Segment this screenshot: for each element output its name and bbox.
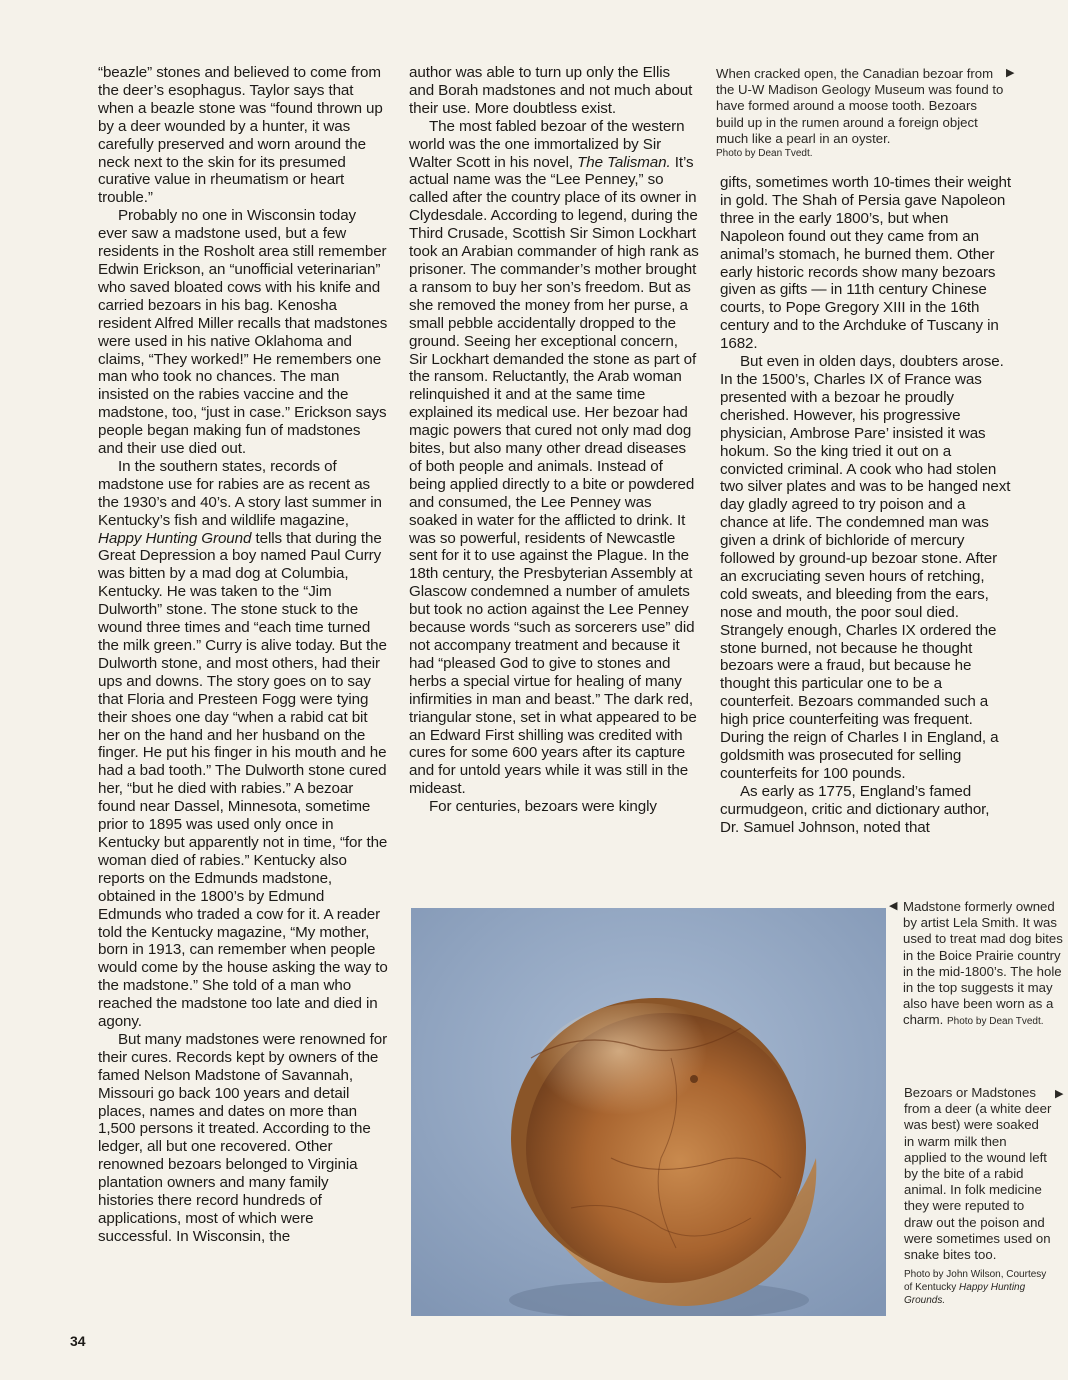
arrow-right-icon: ▶ (1055, 1088, 1064, 1100)
article-column-3 (720, 174, 1012, 837)
caption-text: When cracked open, the Canadian bezoar from the U-W Madison Geology Museum was found to have formed around a moose tooth. Bezoars build up in the rumen around a foreign object much like a pearl in an oyster. (716, 66, 1004, 146)
caption-madstone (903, 899, 1065, 1029)
paragraph: “beazle” stones and believed to come from the deer’s esophagus. Taylor says that when a beazle stone was “found thrown up by a deer wounded by a hunter, it was carefully preserved and worn around the neck next to the skin for its presumed curative value in rheumatism or heart trouble.” (98, 64, 383, 207)
paragraph: For centuries, bezoars were kingly (429, 798, 657, 816)
article-column-1 (98, 64, 388, 1246)
credit-text: Photo by John Wilson, Courtesy of Kentucky (904, 1269, 1047, 1294)
caption-text (903, 899, 1065, 1029)
photo-credit: Photo by Dean Tvedt. (946, 1016, 1044, 1028)
photo-credit (904, 1268, 1052, 1307)
paragraph: But even in olden days, doubters arose. In the 1500’s, Charles IX of France was presented with a bezoar he proudly cherished. However, his progressive physician, Ambrose Pare’ insisted it was hokum. So the king tried it out on a convicted criminal. A cook who had stolen two silver plates and was to be hanged next day gladly agreed to try poison and a chance at life. The condemned man was given a drink of bichloride of mercury followed by ground-up bezoar stone. After an excruciating seven hours of retching, cold sweats, and bleeding from the ears, nose and mouth, the poor soul died. Strangely enough, Charles IX ordered the stone burned, not because he thought bezoars were a fraud, but because he thought this particular one to be a counterfeit. Bezoars commanded such a high price counterfeiting was frequent. During the reign of Charles I in England, a goldsmith was prosecuted for selling counterfeits for 100 pounds. (720, 353, 1011, 782)
photo-credit: Photo by Dean Tvedt. (716, 148, 813, 160)
arrow-right-icon: ▶ (1006, 67, 1015, 79)
credit-magazine: Happy Hunting Grounds. (904, 1282, 1026, 1307)
paragraph: But many madstones were renowned for their cures. Records kept by owners of the famed Nelson Madstone of Savannah, Missouri go back 100 years and detail places, names and dates on more than 1,500 persons it treated. According to the ledger, all but one recovered. Other renowned bezoars belonged to Virginia plantation owners and many family histories there record hundreds of applications, most of which were successful. In Wisconsin, the (98, 1030, 388, 1245)
novel-title: The Talisman. (577, 153, 671, 171)
paragraph-text: In the southern states, records of madstone use for rabies are as recent as the 1930’s and 40’s. A story last summer in Kentucky’s fish and wildlife magazine, (98, 457, 382, 529)
paragraph: gifts, sometimes worth 10-times their weight in gold. The Shah of Persia gave Napoleon three in the early 1800’s, but when Napoleon found out they came from an animal’s stomach, he burned them. Other early historic records show many bezoars given as gifts — in 11th century Chinese courts, to Pope Gregory XIII in the 16th century and to the Archduke of Tuscany in 1682. (720, 174, 1012, 353)
paragraph (98, 458, 388, 1031)
caption-text: Bezoars or Madstones from a deer (a white deer was best) were soaked in warm milk then applied to the wound left by the bite of a rabid animal. In folk medicine they were reputed to draw out the poison and were sometimes used on snake bites too. (904, 1085, 1052, 1263)
paragraph-text: It’s actual name was the “Lee Penney,” so called after the country place of its owner in Clydesdale. According to legend, during the Third Crusade, Scottish Sir Simon Lockhart took an Arabian commander of high rank as prisoner. The commander’s mother brought a ransom to buy her son’s freedom. But as she removed the money from her purse, a small pebble accidentally dropped to the ground. Seeing her exceptional concern, Sir Lockhart demanded the stone as part of the ransom. Reluctantly, the Arab woman relinquished it and at the same time explained its medical use. Her bezoar had magic powers that cured not only mad dog bites, but also many other dread diseases of both people and animals. Instead of being applied directly to a bite or powdered and consumed, the Lee Penney was soaked in water for the afflicted to drink. It was so powerful, residents of Newcastle sent for it to use against the Plague. In the 18th century, the Presbyterian Assembly at Glascow condemned a number of amulets but took no action against the Lee Penney because words “such as sorcerers use” did not accompany treatment and because it had “pleased God to give to stones and herbs a special virtue for healing of many infirmities in man and beast.” The dark red, triangular stone, set in what appeared to be an Edward First shilling was credited with cures for some 600 years after its capture and for untold years while it was still in the mideast. (409, 153, 699, 798)
paragraph-text: tells that during the Great Depression a boy named Paul Curry was bitten by a mad dog at Columbia, Kentucky. He was taken to the “Jim Dulworth” stone. The stone stuck to the wound three times and “each time turned the milk green.” Curry is alive today. But the Dulworth stone, and most others, had their ups and downs. The story goes on to say that Floria and Presteen Fogg were tying their shoes one day “when a rabid cat bit her on the hand and her husband on the finger. He put his finger in his mouth and he had a bad tooth.” The Dulworth stone cured her, “but he died with rabies.” A bezoar found near Dassel, Minnesota, sometime prior to 1895 was used only once in Kentucky but apparently not in time, “for the woman died of rabies.” Kentucky also reports on the Edmunds madstone, obtained in the 1800’s by Edmund Edmunds who traded a cow for it. A reader told the Kentucky magazine, “My mother, born in 1913, can remember when people would come by the house asking the way to the madstone.” She told of a man who reached the madstone too late and died in agony. (98, 529, 388, 1031)
caption-bezoars (904, 1085, 1052, 1307)
paragraph: Probably no one in Wisconsin today ever saw a madstone used, but a few residents in the Rosholt area still remember Edwin Erickson, an “unofficial veterinarian” who saved bloated cows with his knife and carried bezoars in his bag. Kenosha resident Alfred Miller recalls that madstones were used in his native Oklahoma and claims, “They worked!” He remembers one man who took no chances. The man insisted on the rabies vaccine and the madstone, too, “just in case.” Erickson says people began making fun of madstones and their use died out. (98, 207, 388, 458)
paragraph-text: The most fabled bezoar of the western world was the one immortalized by Sir Walter Scott in his novel, (409, 117, 685, 171)
article-column-2 (409, 64, 699, 816)
caption-cracked-bezoar (716, 66, 1004, 160)
page-number: 34 (70, 1333, 86, 1349)
magazine-title: Happy Hunting Ground (98, 529, 252, 547)
paragraph (409, 118, 699, 798)
paragraph: As early as 1775, England’s famed curmudgeon, critic and dictionary author, Dr. Samuel Johnson, noted that (720, 782, 990, 836)
paragraph: author was able to turn up only the Ellis and Borah madstones and not much about their use. More doubtless exist. (409, 64, 693, 117)
arrow-left-icon: ◀ (889, 900, 898, 912)
madstone-photo (411, 908, 886, 1316)
caption-body: Madstone formerly owned by artist Lela Smith. It was used to treat mad dog bites in the Boice Prairie country in the mid-1800’s. The hole in the top suggests it may also have been worn as a charm. (903, 899, 1063, 1028)
